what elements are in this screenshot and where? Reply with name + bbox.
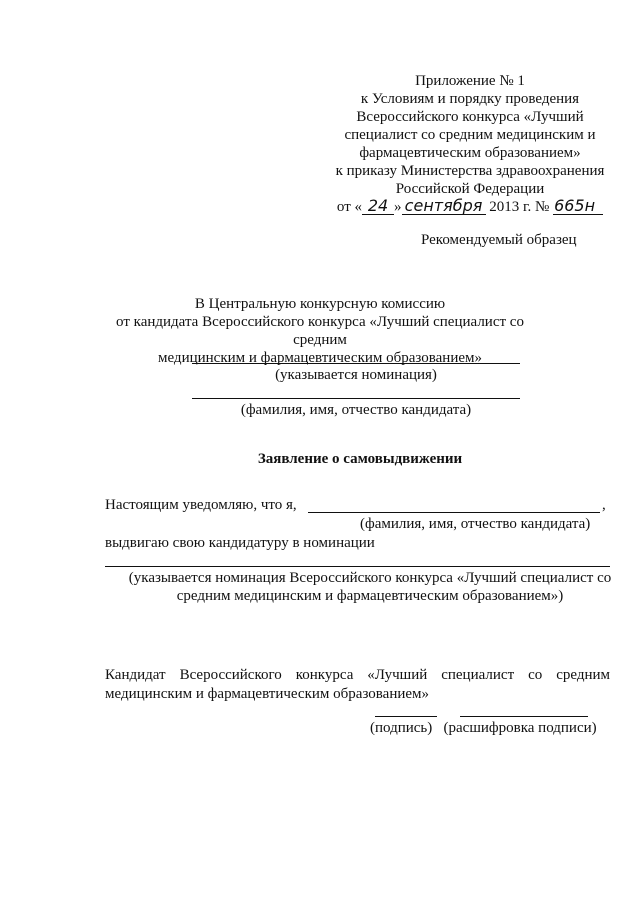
appendix-line: к приказу Министерства здравоохранения <box>335 163 605 179</box>
appendix-line: к Условиям и порядку проведения <box>360 91 580 107</box>
order-year: 2013 г. № <box>489 199 550 215</box>
candidate-block <box>105 666 610 704</box>
signature-blank-line <box>375 716 437 717</box>
appendix-line: Приложение № 1 <box>415 73 525 89</box>
notify-line <box>105 497 297 514</box>
order-reference <box>300 198 640 216</box>
self-name-caption: (фамилия, имя, отчество кандидата) <box>360 516 591 532</box>
nominate-text: выдвигаю свою кандидатуру в номинации <box>105 535 375 551</box>
signature-caption: (подпись) (расшифровка подписи) <box>370 720 597 736</box>
notify-text: Настоящим уведомляю, что я, <box>105 497 297 513</box>
notify-comma: , <box>602 497 606 513</box>
appendix-line: фармацевтическим образованием» <box>359 145 581 161</box>
nomination-caption: (указывается номинация) <box>275 367 437 383</box>
order-number-handwritten: 665н <box>553 198 603 215</box>
addressee-line: медицинским и фармацевтическим образованием» <box>157 350 483 366</box>
candidate-line: медицинским и фармацевтическим образованием» <box>105 686 430 702</box>
candidate-name-blank-line <box>192 398 520 399</box>
nomination-full-caption <box>100 569 640 605</box>
appendix-line: Российской Федерации <box>395 181 545 197</box>
statement-title: Заявление о самовыдвижении <box>257 451 463 467</box>
signature-decoding-blank-line <box>460 716 588 717</box>
appendix-line: Всероссийского конкурса «Лучший <box>356 109 584 125</box>
self-name-blank-line <box>308 512 600 513</box>
nomination-caption-line: средним медицинским и фармацевтическим образованием») <box>176 588 564 604</box>
addressee-line: В Центральную конкурсную комиссию <box>194 296 446 312</box>
order-month-handwritten: сентября <box>402 198 486 215</box>
order-mid: » <box>394 199 402 215</box>
appendix-header <box>300 72 640 216</box>
recommended-sample-label: Рекомендуемый образец <box>421 232 577 248</box>
candidate-line: Кандидат Всероссийского конкурса «Лучший специалист со средним <box>105 667 610 683</box>
appendix-line: специалист со средним медицинским и <box>344 127 596 143</box>
order-prefix: от « <box>336 199 363 215</box>
nomination-caption-line: (указывается номинация Всероссийского конкурса «Лучший специалист со <box>128 570 612 586</box>
candidate-name-caption: (фамилия, имя, отчество кандидата) <box>240 402 472 418</box>
addressee-line: от кандидата Всероссийского конкурса «Лучший специалист со средним <box>116 314 524 348</box>
nomination-blank-line <box>192 363 520 364</box>
nomination-full-blank-line <box>105 566 610 567</box>
order-day-handwritten: 24 <box>362 198 394 215</box>
addressee-block <box>100 295 540 367</box>
